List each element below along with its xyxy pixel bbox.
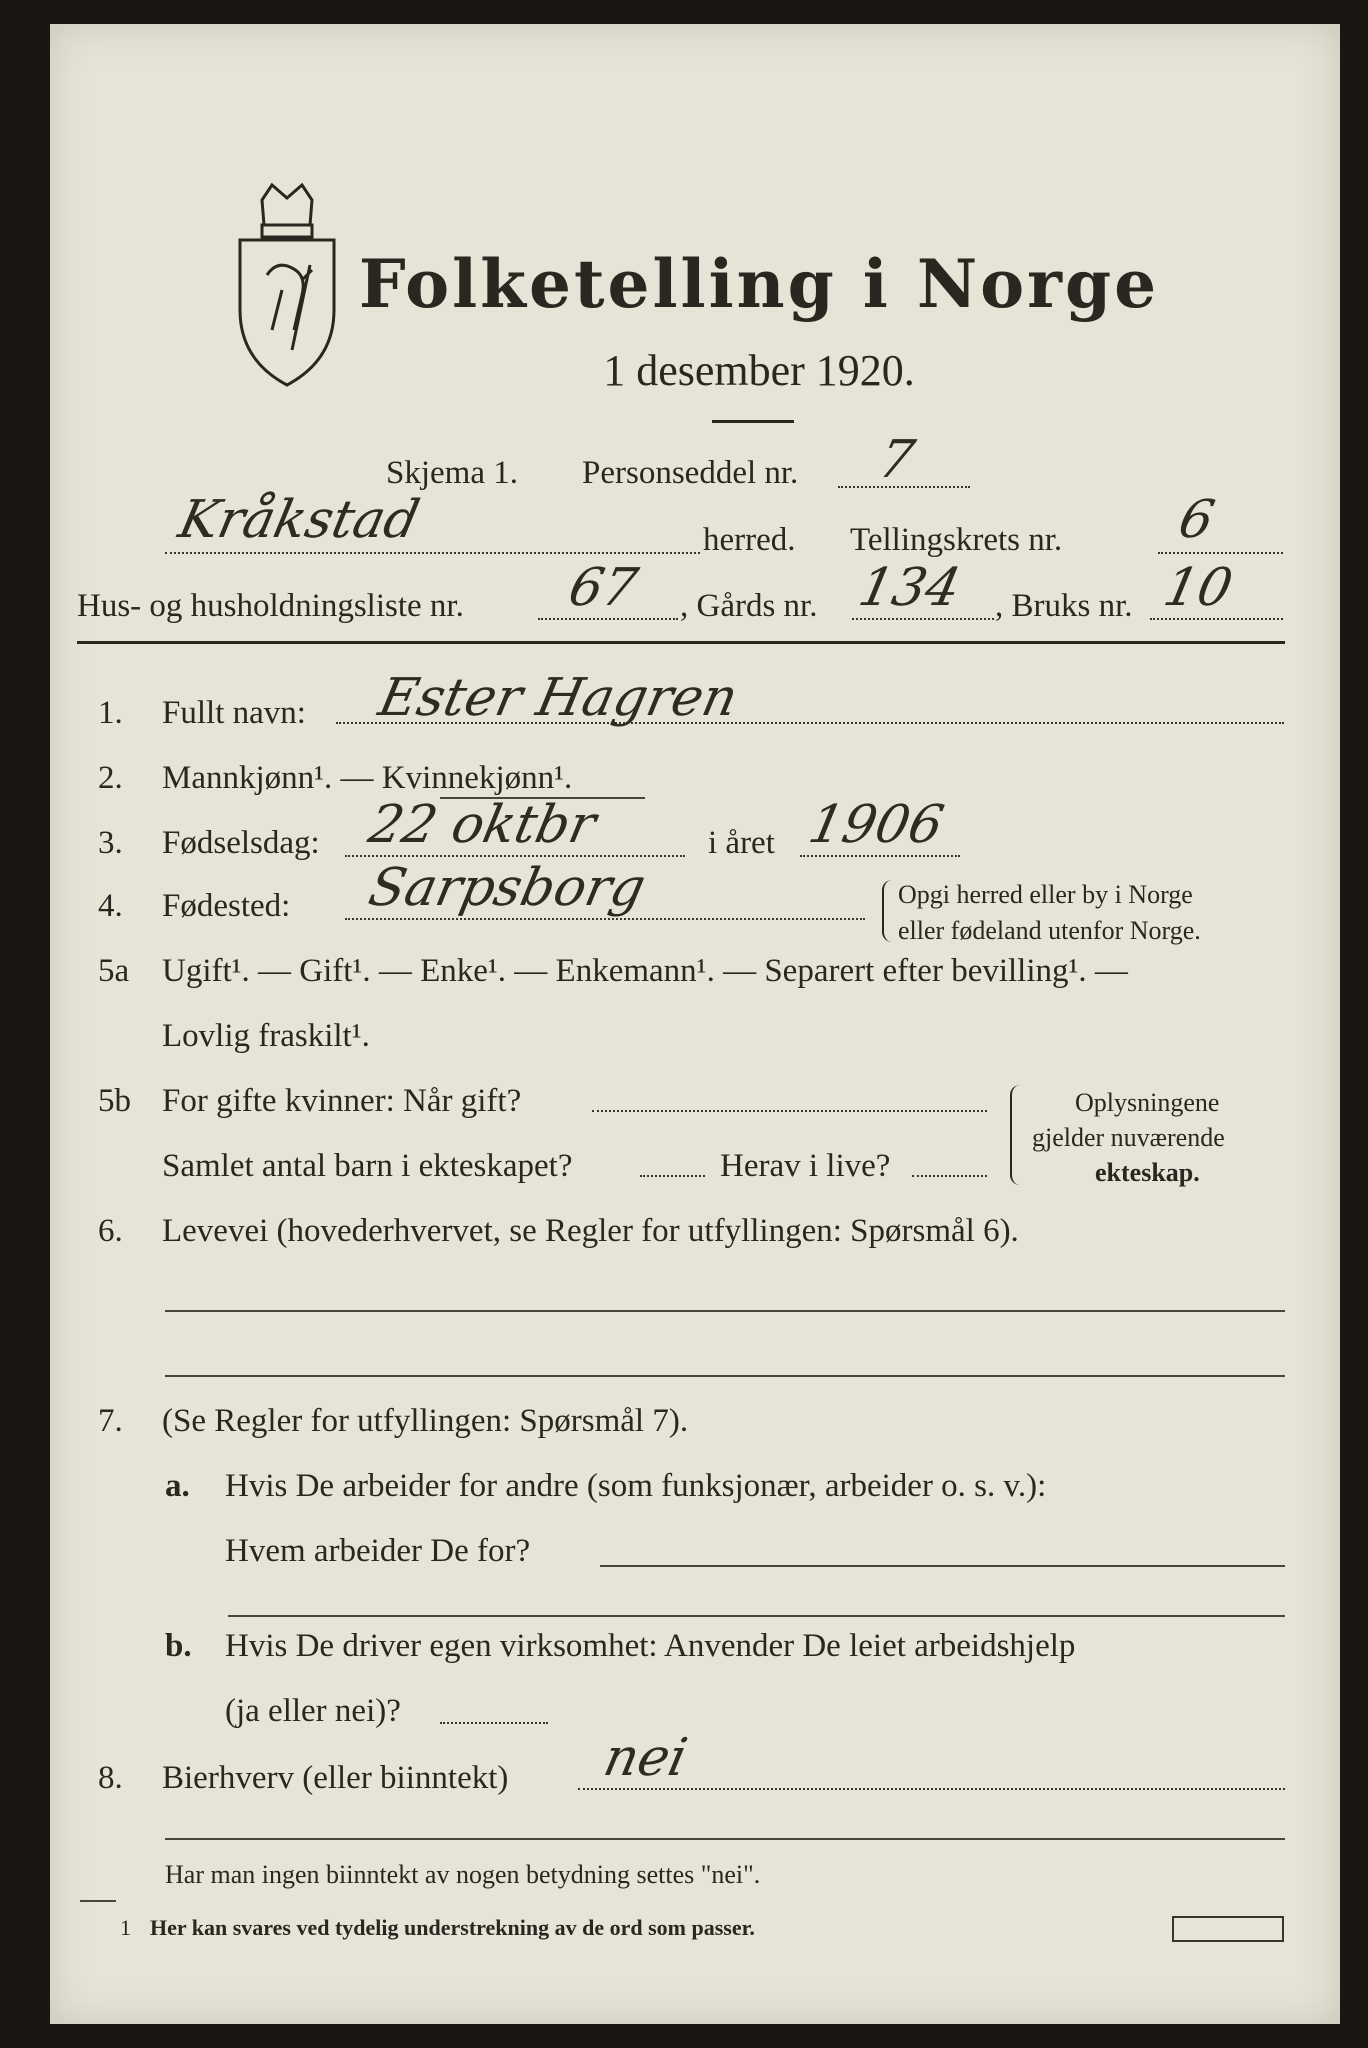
when-married-label: For gifte kvinner: Når gift? (162, 1083, 522, 1119)
birthday-value: 22 oktbr (363, 795, 601, 855)
q6-number: 6. (98, 1213, 123, 1249)
birthplace-note-2: eller fødeland utenfor Norge. (898, 916, 1201, 945)
herred-value: Kråkstad (173, 490, 425, 550)
side-income-value: nei (598, 1728, 693, 1788)
skjema-label: Skjema 1. (386, 455, 518, 491)
personseddel-label: Personseddel nr. (582, 455, 799, 491)
herred-label: herred. (703, 522, 796, 558)
q3-label: Fødselsdag: (162, 825, 320, 861)
q7-label: (Se Regler for utfyllingen: Spørsmål 7). (162, 1403, 689, 1439)
q7-number: 7. (98, 1403, 123, 1439)
q3-number: 3. (98, 825, 123, 861)
gards-label: , Gårds nr. (680, 588, 818, 624)
q4-brace (882, 880, 898, 942)
q7a-letter: a. (165, 1468, 190, 1504)
birth-year-value: 1906 (803, 795, 949, 855)
children-count-field[interactable] (640, 1175, 705, 1177)
q8-number: 8. (98, 1760, 123, 1796)
bruks-value: 10 (1158, 558, 1238, 618)
occupation-field-2[interactable] (165, 1375, 1285, 1377)
children-alive-label: Herav i live? (720, 1148, 891, 1184)
side-income-label: Bierhverv (eller biinntekt) (162, 1760, 509, 1796)
husliste-label: Hus- og husholdningsliste nr. (77, 588, 464, 624)
q4-number: 4. (98, 888, 123, 924)
occupation-field-1[interactable] (165, 1310, 1285, 1312)
census-date: 1 desember 1920. (603, 346, 915, 395)
marital-status-options: Ugift¹. — Gift¹. — Enke¹. — Enkemann¹. — Separert efter bevilling¹. — (162, 953, 1128, 989)
birthday-field[interactable] (345, 855, 685, 857)
birthplace-field[interactable] (345, 918, 865, 920)
birthplace-value: Sarpsborg (363, 858, 651, 918)
gards-value: 134 (853, 558, 966, 618)
employer-label: Hvem arbeider De for? (225, 1533, 531, 1569)
marital-status-options-cont: Lovlig fraskilt¹. (162, 1018, 370, 1054)
footnote-text: Her kan svares ved tydelig understrekning av de ord som passer. (150, 1915, 755, 1940)
marriage-note-1: Oplysningene (1075, 1088, 1220, 1117)
bruks-field[interactable] (1150, 618, 1283, 620)
side-income-field[interactable] (578, 1788, 1285, 1790)
title-divider (712, 420, 794, 423)
printer-stamp (1172, 1916, 1284, 1942)
footnote-rule (80, 1900, 116, 1902)
employer-field-2[interactable] (228, 1615, 1285, 1617)
gender-options: Mannkjønn¹. — Kvinnekjønn¹. (162, 760, 573, 796)
q4-label: Fødested: (162, 888, 291, 924)
bruks-label: , Bruks nr. (995, 588, 1133, 624)
tellingskrets-label: Tellingskrets nr. (850, 522, 1063, 558)
hired-help-field[interactable] (440, 1722, 548, 1724)
occupation-label: Levevei (hovederhvervet, se Regler for utfyllingen: Spørsmål 6). (162, 1213, 1019, 1249)
year-label: i året (708, 825, 775, 861)
hired-help-label: (ja eller nei)? (225, 1693, 401, 1729)
employer-field[interactable] (600, 1565, 1285, 1567)
employer-question: Hvis De arbeider for andre (som funksjonær, arbeider o. s. v.): (225, 1468, 1047, 1504)
footer-note: Har man ingen biinntekt av nogen betydning settes "nei". (165, 1860, 761, 1889)
side-income-field-2[interactable] (165, 1838, 1285, 1840)
q5b-number: 5b (98, 1083, 131, 1119)
q5a-number: 5a (98, 953, 130, 989)
tellingskrets-field[interactable] (1158, 552, 1283, 554)
q1-number: 1. (98, 695, 123, 731)
self-employed-question: Hvis De driver egen virksomhet: Anvender De leiet arbeidshjelp (225, 1628, 1076, 1664)
full-name-value: Ester Hagren (373, 668, 743, 728)
form-title: Folketelling i Norge (358, 245, 1160, 323)
q1-label: Fullt navn: (162, 695, 306, 731)
birthplace-note-1: Opgi herred eller by i Norge (898, 880, 1193, 909)
q7b-letter: b. (165, 1628, 192, 1664)
birth-year-field[interactable] (800, 855, 960, 857)
footnote-mark: 1 (120, 1915, 131, 1940)
children-count-label: Samlet antal barn i ekteskapet? (162, 1148, 573, 1184)
marriage-note-2: gjelder nuværende (1032, 1123, 1225, 1152)
marriage-note-3: ekteskap. (1095, 1158, 1200, 1187)
q2-number: 2. (98, 760, 123, 796)
when-married-field[interactable] (592, 1110, 987, 1112)
tellingskrets-value: 6 (1173, 490, 1220, 550)
q5b-brace (1010, 1085, 1026, 1185)
herred-field[interactable] (165, 552, 700, 554)
husliste-value: 67 (563, 558, 643, 618)
personseddel-value: 7 (873, 430, 920, 490)
gards-field[interactable] (852, 618, 994, 620)
header-rule (77, 641, 1285, 644)
children-alive-field[interactable] (912, 1175, 987, 1177)
husliste-field[interactable] (538, 618, 678, 620)
